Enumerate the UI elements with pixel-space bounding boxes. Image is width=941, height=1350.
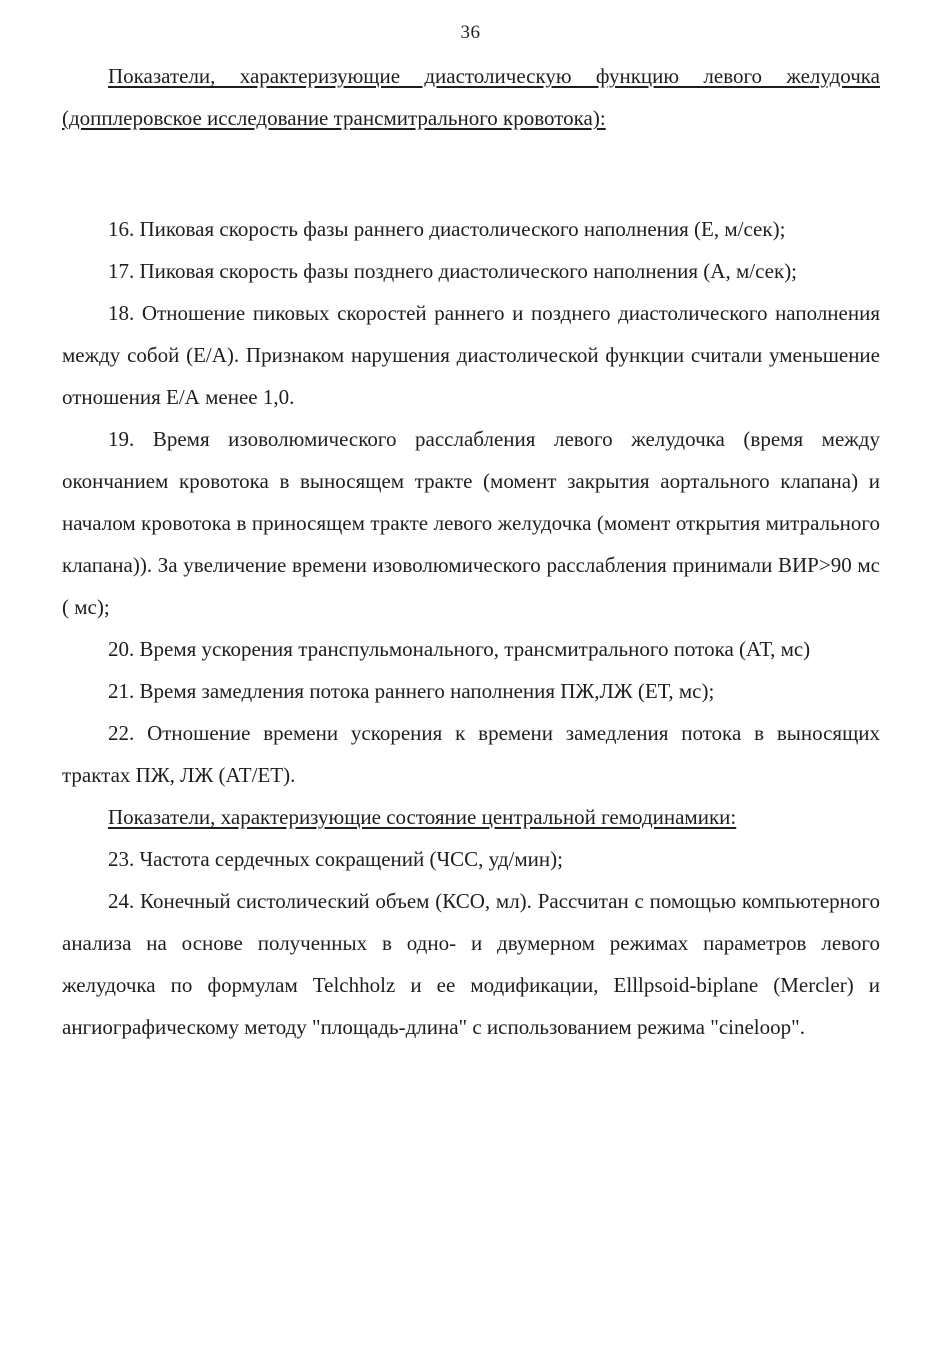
paragraph-item-16: 16. Пиковая скорость фазы раннего диастолического наполнения (Е, м/сек); <box>108 217 786 241</box>
page-number: 36 <box>460 22 481 43</box>
paragraph-item-17: 17. Пиковая скорость фазы позднего диастолического наполнения (А, м/сек); <box>108 259 798 283</box>
paragraph-item-21: 21. Время замедления потока раннего наполнения ПЖ,ЛЖ (ЕТ, мс); <box>108 679 715 703</box>
paragraph-item-24: 24. Конечный систолический объем (КСО, мл). Рассчитан с помощью компьютерного анализа на основе полученных в одно- и двумерном режимах параметров левого желудочка по формулам Telchholz и ее модификации, Elllpsoid-biplane (Mercler) и ангиографическому методу "площадь-длина" с использованием режима "cineloop". <box>62 889 880 1039</box>
paragraph-item-22: 22. Отношение времени ускорения к времени замедления потока в выносящих трактах ПЖ, ЛЖ (АТ/ЕТ). <box>62 721 880 787</box>
paragraph-item-18: 18. Отношение пиковых скоростей раннего и позднего диастолического наполнения между собой (Е/А). Признаком нарушения диастолической функции считали уменьшение отношения Е/А менее 1,0. <box>62 301 880 409</box>
page-content <box>62 55 880 1048</box>
paragraph-item-20: 20. Время ускорения транспульмонального, трансмитрального потока (АТ, мс) <box>108 637 811 661</box>
section-heading-diastolic-function: Показатели, характеризующие диастолическую функцию левого желудочка (допплеровское исследование трансмитрального кровотока): <box>62 64 880 130</box>
paragraph-item-23: 23. Частота сердечных сокращений (ЧСС, уд/мин); <box>108 847 563 871</box>
section-heading-central-hemodynamics: Показатели, характеризующие состояние центральной гемодинамики: <box>108 805 737 829</box>
paragraph-item-19: 19. Время изоволюмического расслабления левого желудочка (время между окончанием кровотока в выносящем тракте (момент закрытия аортального клапана) и началом кровотока в приносящем тракте левого желудочка (момент открытия митрального клапана)). За увеличение времени изоволюмического расслабления принимали ВИР>90 мс ( мс); <box>62 427 880 619</box>
